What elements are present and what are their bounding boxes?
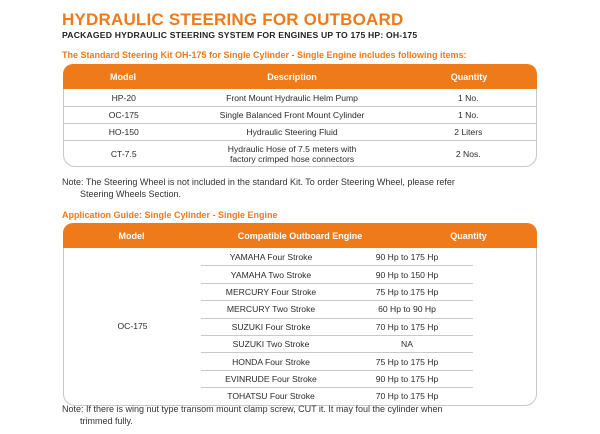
table-row xyxy=(201,370,473,387)
kit-header-description: Description xyxy=(267,71,317,82)
range-cell: 70 Hp to 175 Hp xyxy=(375,391,439,402)
kit-description-cell: Hydraulic Steering Fluid xyxy=(246,127,338,137)
page-title: HYDRAULIC STEERING FOR OUTBOARD xyxy=(62,10,404,29)
engine-cell: MERCURY Two Stroke xyxy=(226,304,316,315)
guide-table-body xyxy=(63,248,537,406)
table-row xyxy=(201,300,473,317)
guide-table-header xyxy=(63,223,537,248)
table-row xyxy=(201,387,473,404)
table-row xyxy=(201,248,473,265)
kit-table xyxy=(63,64,537,167)
kit-description-cell: Front Mount Hydraulic Helm Pump xyxy=(226,92,358,103)
table-row xyxy=(64,140,536,166)
guide-note xyxy=(62,403,443,427)
table-row xyxy=(64,89,536,106)
range-cell: 90 Hp to 175 Hp xyxy=(375,251,439,262)
table-row xyxy=(201,352,473,369)
guide-header-model: Model xyxy=(118,230,145,241)
kit-note-line: Steering Wheels Section. xyxy=(80,189,182,199)
kit-heading: The Standard Steering Kit OH-175 for Single Cylinder - Single Engine includes following items: xyxy=(62,50,467,60)
engine-cell: YAMAHA Two Stroke xyxy=(230,269,312,280)
kit-model-cell: CT-7.5 xyxy=(110,148,137,159)
kit-model-cell: HO-150 xyxy=(108,127,139,137)
engine-cell: YAMAHA Four Stroke xyxy=(229,251,313,262)
kit-quantity-cell: 2 Nos. xyxy=(455,148,481,159)
engine-cell: HONDA Four Stroke xyxy=(232,356,310,367)
kit-table-header xyxy=(63,64,537,89)
kit-description-cell: Single Balanced Front Mount Cylinder xyxy=(219,110,365,120)
kit-model-cell: OC-175 xyxy=(108,110,139,120)
guide-model-cell: OC-175 xyxy=(117,321,148,332)
table-row xyxy=(201,318,473,335)
guide-header-engine: Compatible Outboard Engine xyxy=(237,230,363,241)
kit-quantity-cell: 1 No. xyxy=(458,92,479,103)
engine-cell: MERCURY Four Stroke xyxy=(225,286,317,297)
page-subtitle: PACKAGED HYDRAULIC STEERING SYSTEM FOR ENGINES UP TO 175 HP: OH-175 xyxy=(62,30,418,40)
engine-cell: SUZUKI Two Stroke xyxy=(232,339,310,350)
engine-cell: TOHATSU Four Stroke xyxy=(227,391,315,402)
kit-quantity-cell: 1 No. xyxy=(458,110,479,120)
guide-header-quantity: Quantity xyxy=(450,230,487,241)
table-row xyxy=(201,283,473,300)
guide-heading: Application Guide: Single Cylinder - Single Engine xyxy=(62,210,278,220)
engine-cell: SUZUKI Four Stroke xyxy=(231,321,311,332)
table-row xyxy=(64,123,536,140)
table-row xyxy=(201,335,473,352)
range-cell: 60 Hp to 90 Hp xyxy=(378,304,436,315)
range-cell: 75 Hp to 175 Hp xyxy=(375,286,439,297)
range-cell: 90 Hp to 175 Hp xyxy=(375,373,439,384)
kit-table-body xyxy=(63,89,537,167)
guide-note-line: Note: If there is wing nut type transom mount clamp screw, CUT it. It may foul the cylinder when xyxy=(62,404,443,414)
kit-description-cell xyxy=(184,144,401,164)
kit-quantity-cell: 2 Liters xyxy=(454,127,483,137)
guide-rows xyxy=(201,248,473,405)
engine-cell: EVINRUDE Four Stroke xyxy=(225,373,317,384)
table-row xyxy=(64,106,536,123)
kit-header-model: Model xyxy=(110,71,136,82)
kit-description-line: Hydraulic Hose of 7.5 meters with xyxy=(227,143,357,154)
table-row xyxy=(201,265,473,282)
guide-table xyxy=(63,223,537,406)
guide-note-line: trimmed fully. xyxy=(80,416,133,426)
kit-header-quantity: Quantity xyxy=(450,71,488,82)
kit-model-cell: HP-20 xyxy=(111,92,136,103)
kit-note xyxy=(62,176,455,200)
range-cell: 70 Hp to 175 Hp xyxy=(375,321,439,332)
range-cell: 90 Hp to 150 Hp xyxy=(375,269,439,280)
range-cell: NA xyxy=(401,339,413,350)
range-cell: 75 Hp to 175 Hp xyxy=(375,356,439,367)
kit-note-line: Note: The Steering Wheel is not included in the standard Kit. To order Steering Wheel, please refer xyxy=(62,177,455,187)
kit-description-line: factory crimped hose connectors xyxy=(229,153,355,164)
